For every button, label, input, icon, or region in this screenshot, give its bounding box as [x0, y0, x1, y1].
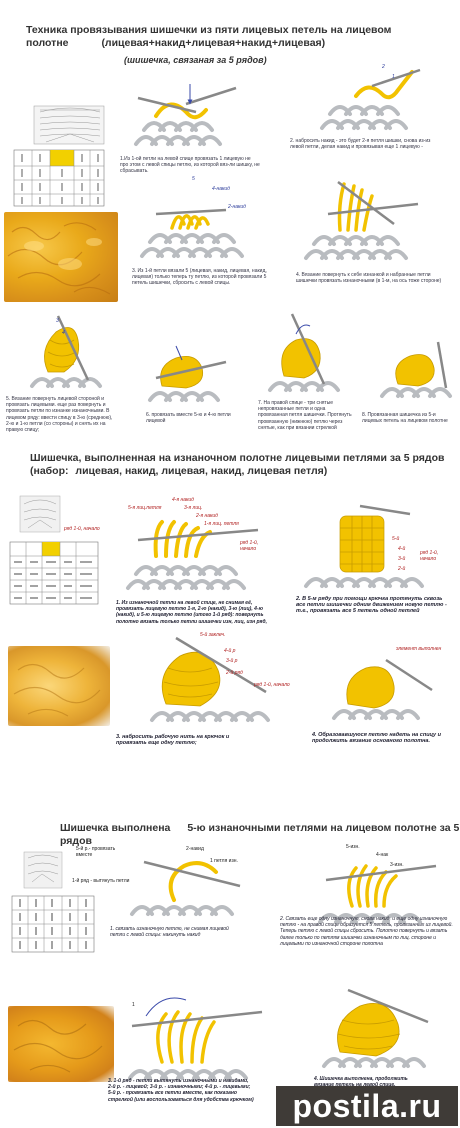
step1-6-diagram: [146, 338, 230, 408]
s2-lbl-5lic: 5-я лиц.петля: [128, 505, 162, 511]
step1-8-diagram: [378, 338, 454, 404]
section2-title-line2a: (набор:: [30, 465, 69, 477]
section1-title-line2b: (лицевая+накид+лицевая+накид+лицевая): [101, 37, 326, 49]
s2-highlighted-cell: [42, 542, 60, 556]
step1-4-caption: 4. Вязание повернуть к себе изнанкой и набранные петли шишечки провязать изнаночными (в 1-м, на ось тоже стороне): [296, 272, 442, 285]
step1-5-caption: 5. Вязание повернуть лицевой стороной и провязать лицевыми. еще раз повернуть и провязать петли по изнанке изнаночными. В лицевом ряду: ввести спицу в 3-ю (среднюю), 2-ю и 1-ю петли (со стороны) и снять их на правую спицу;: [6, 396, 113, 434]
s1-label-2: 2: [382, 64, 385, 70]
s3-step3-caption: 3. 1-й ряд - петли вытянуть изнаночными и накидами, 2-й р. - лицевой; 3-й р. - изнаночными; 4-й р. - лицевыми; 5-й р. - провязать все петли вместе, как показано стрелкой (или воспользоваться для удобства крючком): [108, 1078, 254, 1103]
s2-lbl-row1c: ряд 1-й, начало: [254, 682, 290, 688]
s2-step3-diagram: [146, 632, 286, 728]
s2-lbl-row1b: ряд 1-й, начало: [420, 550, 439, 562]
s1-label-4: 4: [62, 330, 65, 336]
yarn-texture: [4, 212, 118, 302]
s2-lbl-2nak: 2-я накид: [196, 513, 218, 519]
s2-step4-diagram: [330, 650, 440, 726]
s1-label-1: 1: [392, 74, 395, 80]
s3-step3-diagram: [122, 986, 272, 1086]
s1-label-2nakid: 2-накид: [228, 204, 246, 210]
section3-title: [60, 822, 460, 848]
section1-chart: [10, 104, 110, 208]
s3-step1-caption: 1. связать изнаночную петлю, не снимая лицевой петли с левой спицы: накинуть накид: [110, 926, 229, 939]
yarn-texture-2: [8, 646, 110, 726]
highlighted-cell: [50, 150, 74, 166]
step1-6-caption: 6. провязать вместе 5-ю и 4-ю петли лицевой: [146, 412, 231, 425]
s2-step4-caption: 4. Образовавшуюся петлю надеть на спицу и продолжить вязание основного полотна.: [312, 732, 441, 745]
s3-step1-diagram: [124, 842, 248, 922]
s3-step4-caption: 4. Шишечка выполнена, продолжить: [314, 1076, 408, 1082]
s2-step3-caption: 3. набросить рабочую нить на крючок и провязать еще одну петлю;: [116, 734, 230, 747]
s2-lbl-5: 5-й: [392, 536, 400, 542]
s2-lbl-4nak: 4-я накид: [172, 497, 194, 503]
yarn-photo-3: [8, 1006, 114, 1082]
step1-2-caption: 2. набросить накид - это будет 2-я петля шишки, снова из-из левой петли, делая накид и провязывая еще 1 лицевую -: [290, 138, 431, 151]
section2-title-line2b: лицевая, накид, лицевая, накид, лицевая петля): [75, 465, 328, 477]
s3-chart-lbl-bot: 1-й ряд - вытянуть петли: [72, 878, 130, 884]
section1-title-line2: [26, 37, 456, 50]
step1-2-diagram: [316, 64, 426, 136]
section2-title-line2: [30, 465, 458, 478]
s2-step1-caption: 1. Из изнаночной петли на левой спице, не снимая её, провязать лицевую петлю 1-я, 2-ю (накид), 3-ю (лиц), 4-ю (накид), и 5-ю лицевую петлю (итого 1-й ряд): повернуть полотно вязать только петли шишечки изн, лиц, изн ряд,: [116, 600, 267, 625]
s1-label-3: 3: [56, 318, 59, 324]
yarn-photo-1: [4, 212, 118, 302]
yarn-texture-3: [8, 1006, 114, 1082]
s2-lbl-3p: 3-й р: [226, 658, 238, 664]
step1-8-caption: 8. Провязанная шишечка из 5-и лицевых петель на лицевом полотне: [362, 412, 448, 425]
section1-title-line1: Техника провязывания шишечки из пяти лицевых петель на лицевом: [26, 24, 392, 36]
section1-title-line2a: полотне: [26, 37, 69, 49]
s2-lbl-row1: ряд 1-й, начало: [240, 540, 259, 552]
step1-4-diagram: [298, 174, 428, 266]
section1-title: [26, 24, 456, 50]
s3-step2-caption: 2. Связать еще одну изнаночную, снова накид, и еще одну изнаночную петлю - на правой спице образуется 5 петель, провязанных из лицевой. Теперь петлю с левой спицы сбросить. Полотно повернуть и вязать далее только по петлям шишечки изнаночным по лиц. стороне и лицевыми по изнаночной стороне полотна: [280, 916, 453, 947]
s2-lbl-1lic: 1-я лиц. петля: [204, 521, 239, 527]
s3-lbl-2nakid: 2-накид: [186, 846, 204, 852]
step1-1-caption: 1.Из 1-ой петли на левой спице провязать 1 лицевую не про этом с левой спицы петлю, из которой вяз-ли шишку, не сбрасывать.: [120, 156, 260, 175]
s3-lbl-1: 1: [132, 1002, 135, 1008]
section1-subtitle: (шишечка, связаная за 5 рядов): [124, 55, 267, 65]
s2-chart-label: ряд 1-й, начало: [64, 526, 100, 532]
s2-lbl-4p: 4-й р: [224, 648, 236, 654]
s2-lbl-3: 3-й: [398, 556, 406, 562]
step1-7-diagram: [266, 312, 342, 398]
s2-lbl-5zakl: 5-й заклеч.: [200, 632, 226, 638]
s1-label-4nakid: 4-накид: [212, 186, 230, 192]
s3-chart-lbl-top: 5-й р.- провязать вместе: [76, 846, 116, 858]
step1-7-caption: 7. На правой спице - три снятые непровязанные петли и одна провязанная петля шишечки. Протянуть провязанную (нижнюю) петлю через снятые, как при вязании стрелкой: [258, 400, 352, 431]
step1-5-diagram: [28, 310, 108, 394]
section3-title-b: 5-ю изнаночными петлями на лицевом полотне за 5 рядов: [60, 822, 460, 847]
s2-lbl-3lic: 3-я лиц.: [184, 505, 203, 511]
postila-logo-text: postila.ru: [292, 1087, 442, 1124]
section3-title-a: Шишечка выполнена: [60, 822, 171, 834]
s2-lbl-2p: 2-й ряд: [226, 670, 243, 676]
s2-lbl-4: 4-й: [398, 546, 406, 552]
step1-1-diagram: [126, 74, 246, 154]
s3-lbl-4nak: 4-нак: [376, 852, 389, 858]
s3-lbl-5izn: 5-изн.: [346, 844, 360, 850]
section2-title-line1: Шишечка, выполненная на изнаночном полотне лицевыми петлями за 5 рядов: [30, 452, 445, 464]
s2-lbl-2: 2-й: [398, 566, 406, 572]
s3-step4-diagram: [318, 982, 442, 1074]
s2-lbl-element: элемент выполнен: [396, 646, 442, 652]
s1-label-5: 5: [192, 176, 195, 182]
step1-3-diagram: [136, 184, 256, 264]
s2-step2-caption: 2. В 5-м ряду при помощи крючка протянуть сквозь все петли шишечки одним движением новую петлю - т.е., провязать все 5 петель одной петлей: [296, 596, 447, 615]
yarn-photo-2: [8, 646, 110, 726]
postila-logo-banner: [276, 1086, 458, 1126]
section3-chart: [8, 850, 98, 954]
section2-chart: [6, 494, 102, 606]
section2-title: [30, 452, 458, 478]
s2-step2-diagram: [300, 502, 440, 594]
step1-3-caption: 3. Из 1-й петли вязали 5 (лицевая, накид, лицевая, накид, лицевая) только теперь ту петлю, из которой провязали 5 петель шишечки, сбросить с левой спицы.: [132, 268, 267, 287]
s3-lbl-1petlya: 1 петля изн.: [210, 858, 238, 864]
s3-lbl-3izn: 3-изн.: [390, 862, 404, 868]
